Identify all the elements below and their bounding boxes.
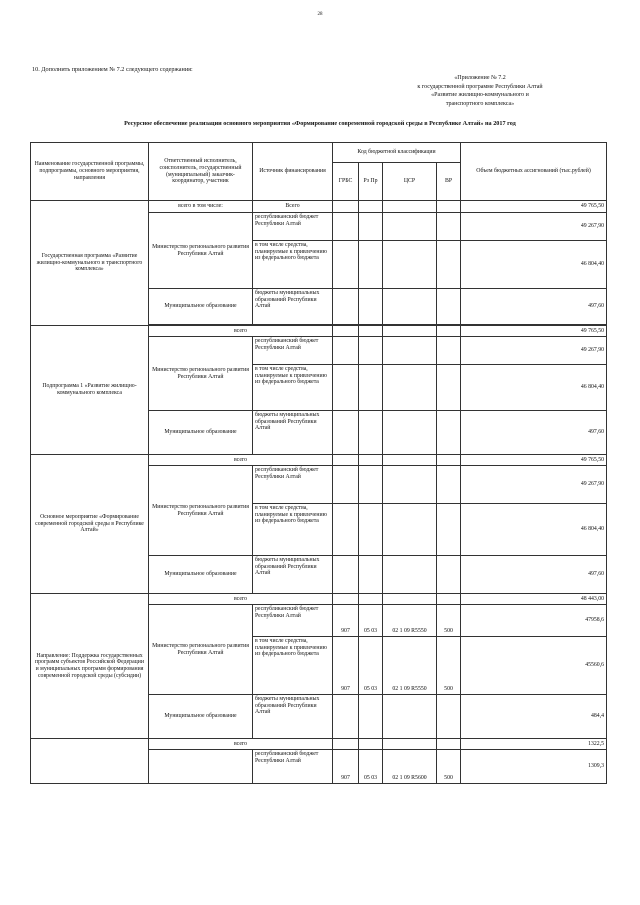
row-value: 484,4 bbox=[461, 695, 607, 739]
row-source: бюджеты муниципальных образований Республики Алтай bbox=[253, 411, 333, 455]
row-source: бюджеты муниципальных образований Республики Алтай bbox=[253, 289, 333, 325]
row-value: 49 765,50 bbox=[461, 201, 607, 213]
row-responsible: Муниципальное образование bbox=[149, 695, 253, 739]
appendix-line-3: «Развитие жилищно-коммунального и bbox=[431, 92, 529, 99]
table-row bbox=[31, 594, 607, 605]
table-row bbox=[31, 455, 607, 466]
intro-text: 10. Дополнить приложением № 7.2 следующего содержания: bbox=[32, 66, 193, 73]
row-value: 49 765,50 bbox=[461, 326, 607, 337]
row-source: бюджеты муниципальных образований Республики Алтай bbox=[253, 556, 333, 594]
row-rzpr: 05 03 bbox=[359, 637, 383, 695]
row-value: 48 443,00 bbox=[461, 594, 607, 605]
appendix-header bbox=[380, 74, 580, 108]
row-name: Подпрограмма 1 «Развитие жилищно-коммунального комплекса bbox=[31, 326, 149, 455]
row-csr: 02 1 09 R5600 bbox=[383, 750, 437, 784]
row-source: в том числе средства, планируемые к привлечению из федерального бюджета bbox=[253, 241, 333, 289]
row-vr: 500 bbox=[437, 750, 461, 784]
row-responsible: Министерство регионального развития Республики Алтай bbox=[149, 466, 253, 556]
header-source: Источник финансирования bbox=[253, 143, 333, 201]
row-grbs: 907 bbox=[333, 750, 359, 784]
header-responsible: Ответственный исполнитель, соисполнитель, государственный (муниципальный) заказчик-координатор, участник bbox=[149, 143, 253, 201]
row-source: Всего bbox=[253, 201, 333, 213]
row-name: Направление: Поддержка государственных программ субъектов Российской Федерации и муниципальных программ формирования современной городской среды (субсидии) bbox=[31, 594, 149, 739]
row-value: 49 267,90 bbox=[461, 337, 607, 365]
row-name: Основное мероприятие «Формирование современной городской среды в Республике Алтай» bbox=[31, 455, 149, 594]
row-value: 49 267,90 bbox=[461, 466, 607, 504]
row-source: в том числе средства, планируемые к привлечению из федерального бюджета bbox=[253, 637, 333, 695]
row-value: 497,60 bbox=[461, 289, 607, 325]
row-csr: 02 1 09 R5550 bbox=[383, 605, 437, 637]
document-title: Ресурсное обеспечение реализации основного мероприятия «Формирование современной городской среды в Республике Алтай» на 2017 год bbox=[124, 120, 516, 127]
row-value: 45560,6 bbox=[461, 637, 607, 695]
row-source: республиканский бюджет Республики Алтай bbox=[253, 337, 333, 365]
header-name: Наименование государственной программы, подпрограммы, основного мероприятия, направления bbox=[31, 143, 149, 201]
row-responsible: Муниципальное образование bbox=[149, 289, 253, 325]
row-responsible: Министерство регионального развития Республики Алтай bbox=[149, 337, 253, 411]
row-value: 46 804,40 bbox=[461, 241, 607, 289]
header-volume: Объем бюджетных ассигнований (тыс.рублей) bbox=[461, 143, 607, 201]
row-name: Государственная программа «Развитие жилищно-коммунального и транспортного комплекса» bbox=[31, 201, 149, 326]
row-value: 1322,5 bbox=[461, 739, 607, 750]
row-source: в том числе средства, планируемые к привлечению из федерального бюджета bbox=[253, 504, 333, 556]
row-rzpr: 05 03 bbox=[359, 750, 383, 784]
row-responsible: Министерство регионального развития Республики Алтай bbox=[149, 213, 253, 289]
row-vr: 500 bbox=[437, 637, 461, 695]
table-row bbox=[31, 326, 607, 337]
appendix-line-4: транспортного комплекса» bbox=[445, 100, 515, 107]
header-rzpr: Рз Пр bbox=[359, 163, 383, 201]
row-source: республиканский бюджет Республики Алтай bbox=[253, 213, 333, 241]
header-vr: ВР bbox=[437, 163, 461, 201]
row-csr: 02 1 09 R5550 bbox=[383, 637, 437, 695]
resource-table bbox=[30, 142, 607, 784]
row-value: 497,60 bbox=[461, 556, 607, 594]
row-value: 1309,3 bbox=[461, 750, 607, 784]
table-row bbox=[31, 739, 607, 750]
header-grbs: ГРБС bbox=[333, 163, 359, 201]
page-number: 28 bbox=[317, 12, 323, 17]
row-value: 46 804,40 bbox=[461, 365, 607, 411]
appendix-line-1: «Приложение № 7.2 bbox=[454, 75, 506, 81]
row-rzpr: 05 03 bbox=[359, 605, 383, 637]
row-value: 497,60 bbox=[461, 411, 607, 455]
row-source: республиканский бюджет Республики Алтай bbox=[253, 750, 333, 784]
row-source: республиканский бюджет Республики Алтай bbox=[253, 605, 333, 637]
row-value: 49 267,90 bbox=[461, 213, 607, 241]
row-responsible: Муниципальное образование bbox=[149, 411, 253, 455]
row-responsible: всего в том числе: bbox=[149, 201, 253, 213]
row-vr: 500 bbox=[437, 605, 461, 637]
row-grbs: 907 bbox=[333, 637, 359, 695]
header-code: Код бюджетной классификации bbox=[333, 143, 461, 163]
row-source: в том числе средства, планируемые к привлечению из федерального бюджета bbox=[253, 365, 333, 411]
row-value: 46 804,40 bbox=[461, 504, 607, 556]
row-total-label: всего bbox=[149, 455, 333, 466]
header-row bbox=[31, 143, 607, 163]
row-value: 47958,6 bbox=[461, 605, 607, 637]
row-total-label: всего bbox=[149, 594, 333, 605]
appendix-line-2: к государственной программе Республики Алтай bbox=[417, 83, 543, 90]
row-responsible: Муниципальное образование bbox=[149, 556, 253, 594]
row-responsible: Министерство регионального развития Республики Алтай bbox=[149, 605, 253, 695]
header-csr: ЦСР bbox=[383, 163, 437, 201]
table-row bbox=[31, 201, 607, 213]
row-total-label: всего bbox=[149, 739, 333, 750]
row-total-label: всего bbox=[149, 326, 333, 337]
row-source: республиканский бюджет Республики Алтай bbox=[253, 466, 333, 504]
row-value: 49 765,50 bbox=[461, 455, 607, 466]
row-grbs: 907 bbox=[333, 605, 359, 637]
row-source: бюджеты муниципальных образований Республики Алтай bbox=[253, 695, 333, 739]
